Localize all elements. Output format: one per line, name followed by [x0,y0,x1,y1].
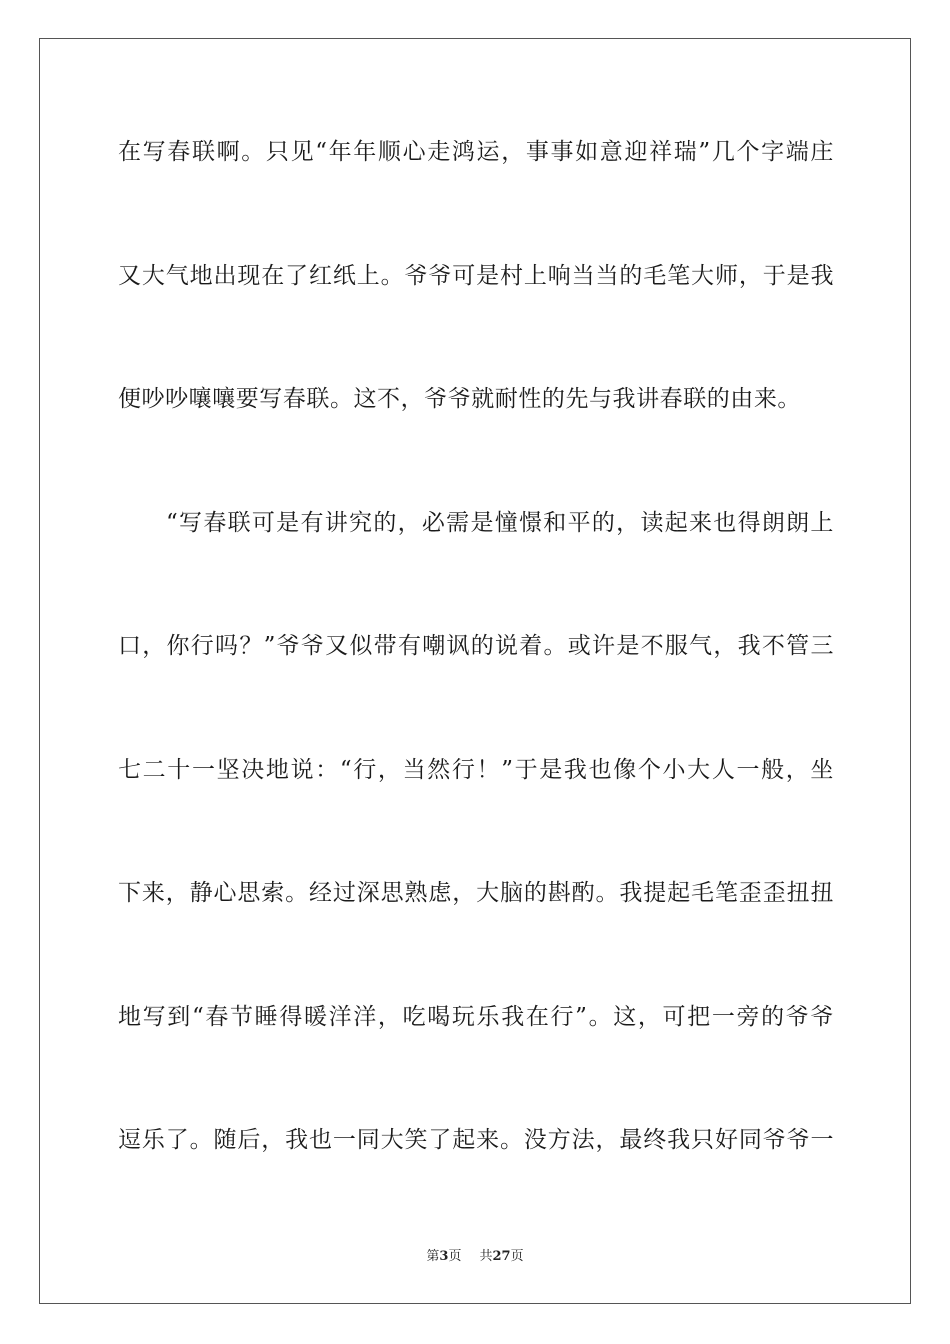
text-line-4: “写春联可是有讲究的，必需是憧憬和平的，读起来也得朗朗上 [166,509,834,536]
text-line-5: 口，你行吗？”爷爷又似带有嘲讽的说着。或许是不服气，我不管三 [118,633,834,659]
text-line-3: 便吵吵嚷嚷要写春联。这不，爷爷就耐性的先与我讲春联的由来。 [118,386,801,412]
page-total: 27 [492,1249,511,1264]
text-line-1: 在写春联啊。只见“年年顺心走鸿运，事事如意迎祥瑞”几个字端庄 [118,139,834,165]
page-number: 3 [439,1249,449,1264]
text-line-8: 地写到“春节睡得暖洋洋，吃喝玩乐我在行”。这，可把一旁的爷爷 [118,1003,834,1030]
page-footer [0,1247,950,1267]
text-line-9: 逗乐了。随后，我也一同大笑了起来。没方法，最终我只好同爷爷一 [118,1127,834,1153]
text-line-6: 七二十一坚决地说：“行，当然行！”于是我也像个小大人一般，坐 [118,756,834,783]
text-line-7: 下来，静心思索。经过深思熟虑，大脑的斟酌。我提起毛笔歪歪扭扭 [118,880,834,906]
page-suffix: 页 [448,1249,462,1264]
total-prefix: 共 [479,1249,493,1264]
document-body [118,127,834,1239]
text-line-2: 又大气地出现在了红纸上。爷爷可是村上响当当的毛笔大师，于是我 [118,262,834,289]
page-prefix: 第 [426,1249,440,1264]
total-suffix: 页 [510,1249,524,1264]
